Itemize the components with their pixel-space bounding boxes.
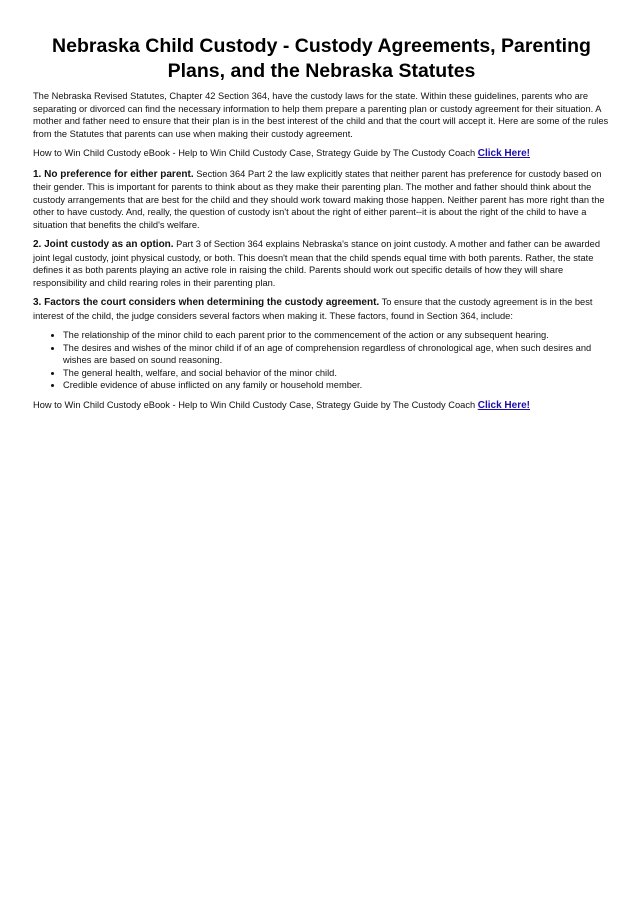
promo-line-1 (33, 147, 610, 161)
section-heading-1: 1. No preference for either parent. (33, 168, 194, 180)
list-item: • Credible evidence of abuse inflicted on any family or household member. (63, 379, 610, 392)
section-body-2: Part 3 of Section 364 explains Nebraska's stance on joint custody. A mother and father can be awarded joint legal custody, joint physical custody, or both. This doesn't mean that the child spends equal time with both parents. Rather, the state defines it as both parents playing an active role in raising the child. Parents should work out specific details of how they will share responsibility and child rearing roles in their parenting plan. (33, 239, 601, 288)
list-item: • The relationship of the minor child to each parent prior to the commencement of the action or any subsequent hearing. (63, 329, 610, 342)
promo-text-2: How to Win Child Custody eBook - Help to Win Child Custody Case, Strategy Guide by The Custody Coach (33, 399, 476, 410)
intro-paragraph: The Nebraska Revised Statutes, Chapter 42 Section 364, have the custody laws for the state. Within these guidelines, parents who are separating or divorced can find the necessary information to help them prepare a parenting plan or custody agreement for their situation. A mother and father need to ensure that their plan is in the best interest of the child and that the court will accept it. Here are some of the rules from the Statutes that parents can use when making their custody agreement. (33, 91, 609, 139)
section-body-3: To ensure that the custody agreement is in the best interest of the child, the judge considers several factors when making it. These factors, found in Section 364, include: (33, 297, 593, 321)
list-item: • The general health, welfare, and social behavior of the minor child. (63, 367, 610, 380)
click-here-link-1[interactable]: Click Here! (477, 148, 530, 159)
section-heading-2: 2. Joint custody as an option. (33, 239, 174, 250)
section-heading-3: 3. Factors the court considers when determining the custody agreement. (33, 297, 380, 308)
section-joint-custody (33, 238, 610, 289)
factors-list (33, 329, 610, 392)
promo-line-2 (33, 399, 610, 413)
section-court-factors (33, 296, 610, 322)
list-item: • The desires and wishes of the minor child if of an age of comprehension regardless of chronological age, when such desires and wishes are based on sound reasoning. (63, 342, 610, 367)
page-title: Nebraska Child Custody - Custody Agreements, Parenting Plans, and the Nebraska Statutes (52, 35, 591, 82)
click-here-link-2[interactable]: Click Here! (477, 399, 530, 411)
promo-text-1: How to Win Child Custody eBook - Help to Win Child Custody Case, Strategy Guide by The Custody Coach (33, 148, 476, 158)
section-no-preference (33, 168, 610, 232)
section-body-1: Section 364 Part 2 the law explicitly states that neither parent has preference for custody based on their gender. This is important for parents to think about as they make their parenting plan. The mother and father should think about the custody arrangements that are best for the child and they should work toward making those happen. Neither parent has more right than the other to have custody. And, really, the question of custody isn't about the right of either parent--it is about the right of the child to have a situation that benefits the child's welfare. (33, 168, 605, 230)
